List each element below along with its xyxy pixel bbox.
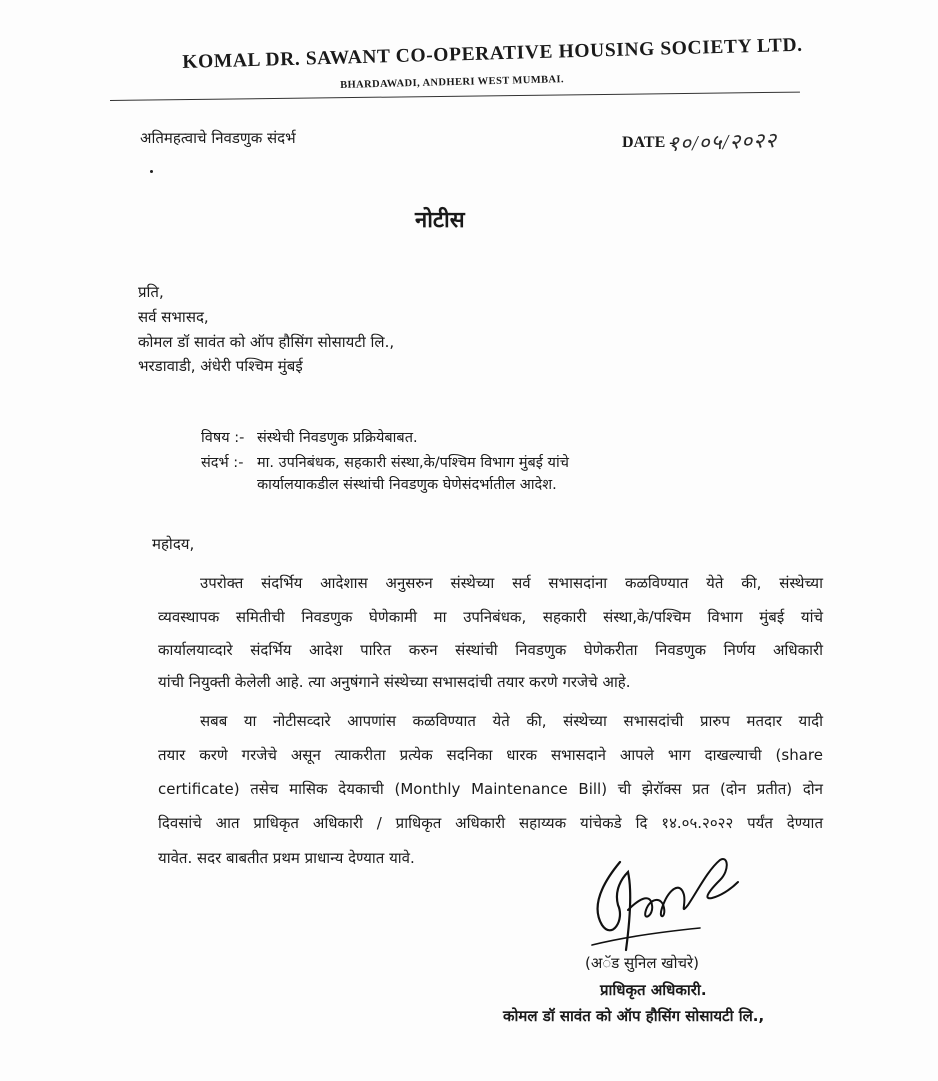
handwritten-signature [580, 850, 750, 965]
subject-label: विषय :- [201, 430, 245, 446]
letterhead-society-name: KOMAL DR. SAWANT CO-OPERATIVE HOUSING SOCIETY LTD. [182, 34, 803, 73]
urgent-label: अतिमहत्वाचे निवडणुक संदर्भ [140, 129, 296, 147]
recipient-line-2: कोमल डॉ सावंत को ऑप हौसिंग सोसायटी लि., [138, 333, 395, 351]
recipient-to: प्रति, [138, 283, 164, 301]
paragraph-2-line-3: certificate) तसेच मासिक देयकाची (Monthly Maintenance Bill) ची झेरॉक्स प्रत (दोन प्रतीत) दोन [158, 780, 823, 798]
subject-text: संस्थेची निवडणुक प्रक्रियेबाबत. [257, 430, 418, 446]
reference-label: संदर्भ :- [201, 455, 244, 471]
letterhead-address: BHARDAWADI, ANDHERI WEST MUMBAI. [340, 74, 565, 91]
date-label: DATE - [622, 134, 675, 151]
date-value: १०/०५/२०२२ [667, 128, 778, 156]
paragraph-2-line-5: यावेत. सदर बाबतीत प्रथम प्राधान्य देण्यात यावे. [158, 849, 415, 867]
signatory-name: (अॅड सुनिल खोचरे) [585, 954, 699, 972]
paragraph-1-line-2: व्यवस्थापक समितीची निवडणुक घेणेकामी मा उपनिबंधक, सहकारी संस्था,के/पश्चिम विभाग मुंबई यांचे [158, 608, 823, 626]
signatory-organization: कोमल डॉ सावंत को ऑप हौसिंग सोसायटी लि., [503, 1007, 765, 1025]
salutation: महोदय, [152, 535, 195, 553]
stray-dot [150, 170, 153, 173]
notice-title: नोटीस [415, 208, 465, 233]
paragraph-1-line-4: यांची नियुक्ती केलेली आहे. त्या अनुषंगाने संस्थेच्या सभासदांची तयार करणे गरजेचे आहे. [158, 673, 631, 691]
recipient-line-1: सर्व सभासद, [138, 308, 209, 326]
paragraph-2-line-1: सबब या नोटीसव्दारे आपणांस कळविण्यात येते की, संस्थेच्या सभासदांची प्रारुप मतदार यादी [200, 712, 823, 730]
letterhead-divider [110, 92, 800, 101]
paragraph-2-line-4: दिवसांचे आत प्राधिकृत अधिकारी / प्राधिकृत अधिकारी सहाय्यक यांचेकडे दि १४.०५.२०२२ पर्यंत देण्यात [158, 814, 823, 832]
signatory-designation: प्राधिकृत अधिकारी. [600, 981, 707, 999]
paragraph-2-line-2: तयार करणे गरजेचे असून त्याकरीता प्रत्येक सदनिका धारक सभासदाने आपले भाग दाखल्याची (share [158, 746, 823, 764]
paragraph-1-line-1: उपरोक्त संदर्भिय आदेशास अनुसरुन संस्थेच्या सर्व सभासदांना कळविण्यात येते की, संस्थेच्या [200, 574, 823, 592]
reference-line-1: मा. उपनिबंधक, सहकारी संस्था,के/पश्चिम विभाग मुंबई यांचे [257, 455, 569, 471]
paragraph-1-line-3: कार्यालयाव्दारे संदर्भिय आदेश पारित करुन संस्थांची निवडणुक घेणेकरीता निवडणुक निर्णय अधिकारी [158, 641, 823, 659]
recipient-line-3: भरडावाडी, अंधेरी पश्चिम मुंबई [138, 357, 303, 375]
reference-line-2: कार्यालयाकडील संस्थांची निवडणुक घेणेसंदर्भातील आदेश. [257, 477, 557, 493]
